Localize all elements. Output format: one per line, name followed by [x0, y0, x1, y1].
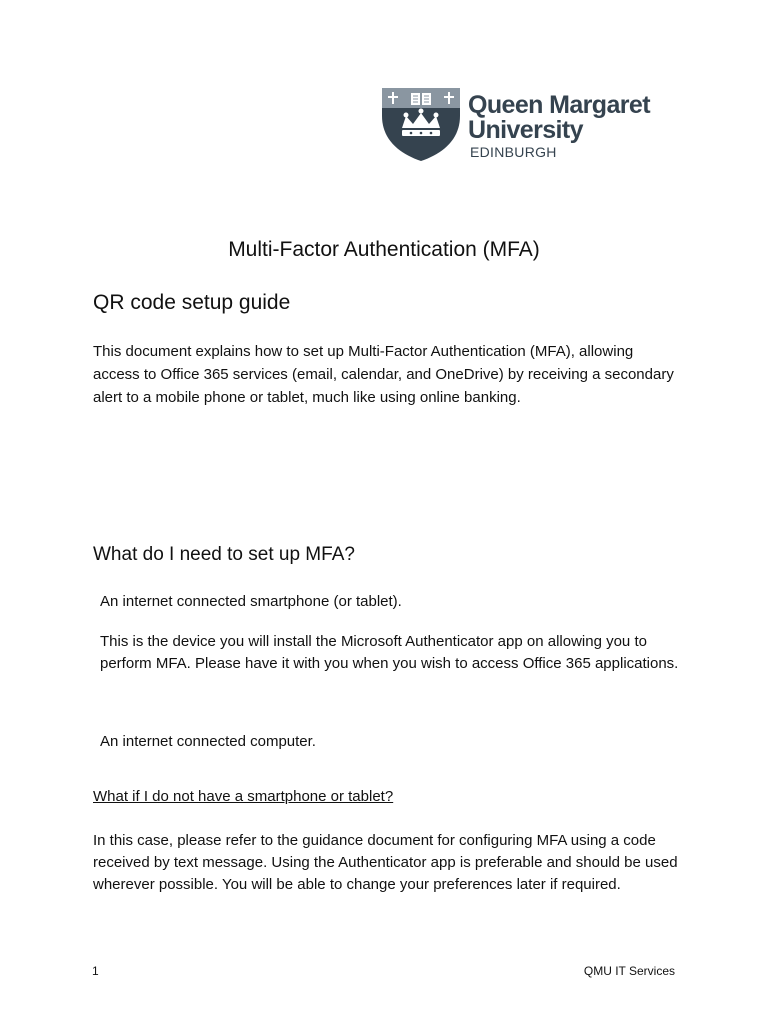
- requirement-smartphone-detail: This is the device you will install the Microsoft Authenticator app on allowing you to perform MFA. Please have it with you when you wish to access Office 365 applications.: [100, 633, 679, 672]
- requirement-computer: An internet connected computer.: [100, 733, 316, 750]
- footer-department: QMU IT Services: [583, 964, 675, 978]
- section-heading: What do I need to set up MFA?: [93, 544, 355, 565]
- university-logo: [380, 86, 680, 162]
- document-subtitle: QR code setup guide: [93, 291, 291, 314]
- university-name-line2: University: [468, 116, 583, 144]
- no-phone-paragraph: In this case, please refer to the guidance document for configuring MFA using a code received by text message. Using the Authenticator app is preferable and should be used wherever possible. You will be able to change your preferences later if required.: [93, 832, 678, 893]
- no-phone-heading: What if I do not have a smartphone or tablet?: [93, 788, 394, 805]
- document-title: Multi-Factor Authentication (MFA): [228, 238, 540, 261]
- university-crest-icon: [380, 86, 462, 162]
- page-number: 1: [92, 964, 99, 978]
- university-name-line1: Queen Margaret: [468, 91, 650, 119]
- requirement-smartphone: An internet connected smartphone (or tablet).: [100, 593, 402, 610]
- university-city: EDINBURGH: [470, 144, 557, 160]
- intro-paragraph: This document explains how to set up Multi-Factor Authentication (MFA), allowing access to Office 365 services (email, calendar, and OneDrive) by receiving a secondary alert to a mobile phone or tablet, much like using online banking.: [93, 343, 674, 406]
